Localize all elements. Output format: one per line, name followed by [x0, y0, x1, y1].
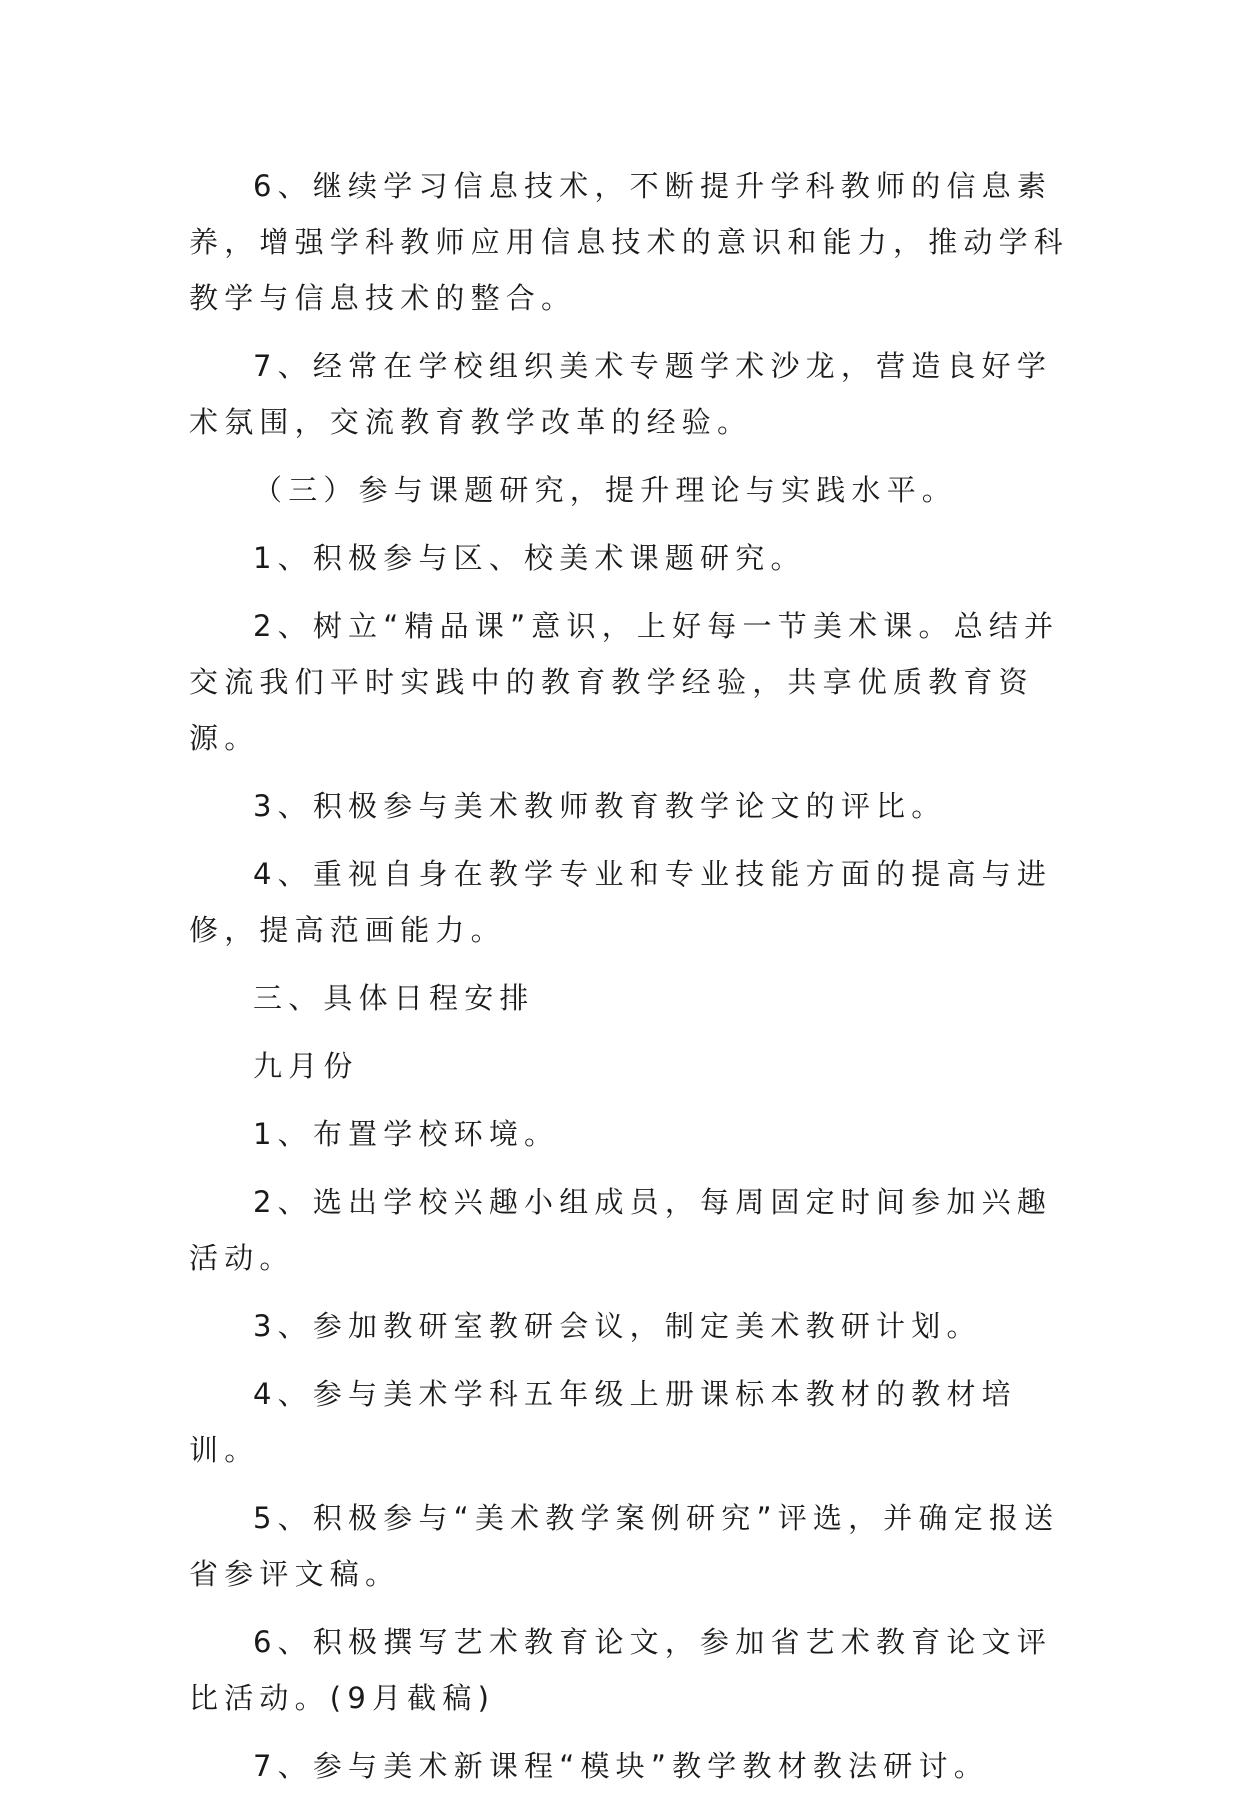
paragraph-research-4: 4、重视自身在教学专业和专业技能方面的提高与进修，提高范画能力。	[189, 857, 1053, 947]
schedule-item-1: 1、布置学校环境。	[253, 1117, 560, 1151]
paragraph-item-7-salon: 7、经常在学校组织美术专题学术沙龙，营造良好学术氛围，交流教育教学改革的经验。	[189, 349, 1053, 439]
schedule-item-6: 6、积极撰写艺术教育论文，参加省艺术教育论文评比活动。(9月截稿)	[189, 1625, 1053, 1715]
month-heading-september: 九月份	[253, 1049, 359, 1083]
schedule-item-3: 3、参加教研室教研会议，制定美术教研计划。	[253, 1309, 982, 1343]
paragraph-item-6-info-tech: 6、继续学习信息技术，不断提升学科教师的信息素养，增强学科教师应用信息技术的意识和能力，推动学科教学与信息技术的整合。	[189, 169, 1070, 315]
schedule-item-4: 4、参与美术学科五年级上册课标本教材的教材培训。	[189, 1377, 1017, 1467]
paragraph-research-2: 2、树立“精品课”意识，上好每一节美术课。总结并交流我们平时实践中的教育教学经验，共享优质教育资源。	[189, 609, 1060, 755]
paragraph-research-1: 1、积极参与区、校美术课题研究。	[253, 541, 806, 575]
section-heading-research: （三）参与课题研究，提升理论与实践水平。	[253, 473, 958, 507]
schedule-item-7: 7、参与美术新课程“模块”教学教材教法研讨。	[253, 1749, 989, 1783]
document-body	[189, 158, 1069, 1806]
section-heading-schedule: 三、具体日程安排	[253, 981, 535, 1015]
schedule-item-2: 2、选出学校兴趣小组成员，每周固定时间参加兴趣活动。	[189, 1185, 1053, 1275]
schedule-item-5: 5、积极参与“美术教学案例研究”评选，并确定报送省参评文稿。	[189, 1501, 1060, 1591]
paragraph-research-3: 3、积极参与美术教师教育教学论文的评比。	[253, 789, 947, 823]
